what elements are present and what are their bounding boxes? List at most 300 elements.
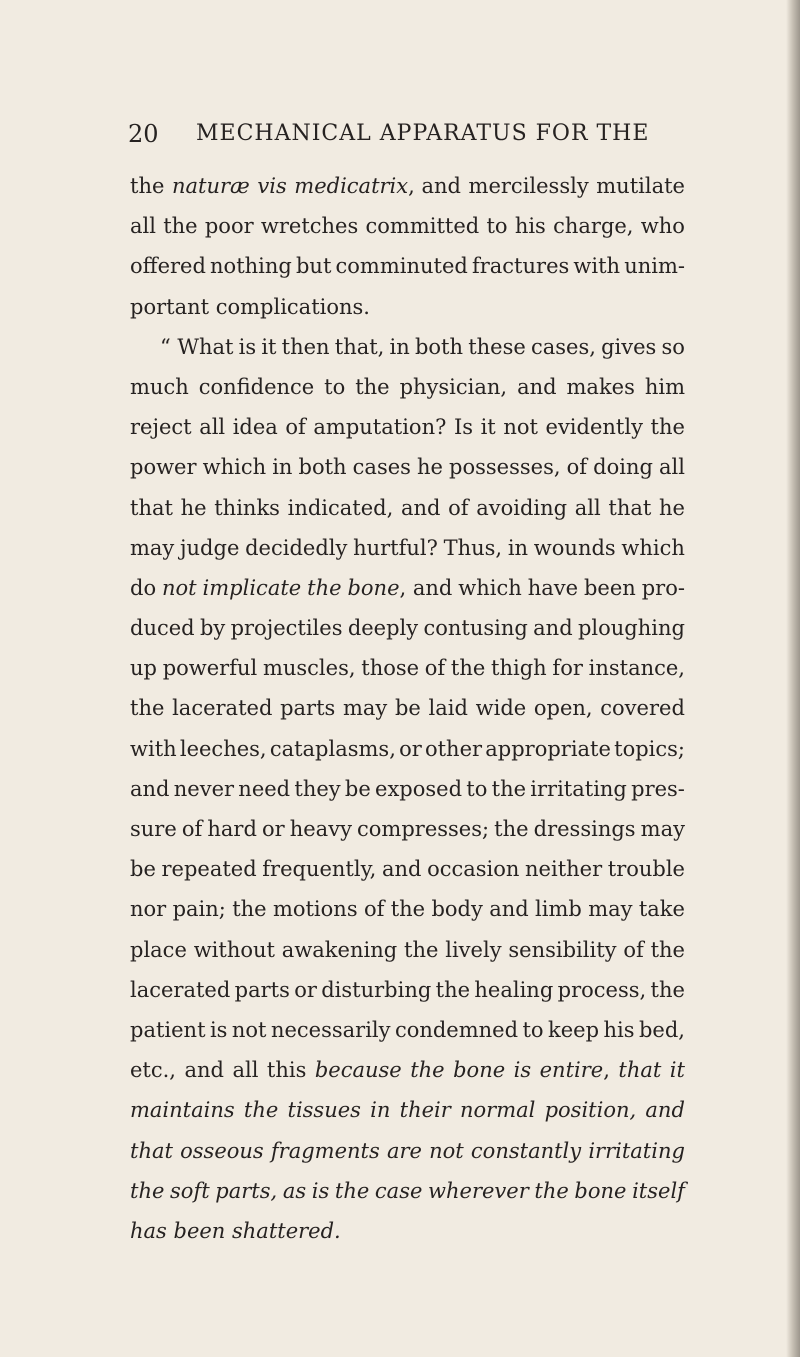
word xyxy=(172,166,250,206)
word-segment: patient xyxy=(130,1017,206,1042)
word-segment: he xyxy=(417,455,443,480)
word xyxy=(375,1171,423,1211)
word xyxy=(180,528,239,568)
word-segment: leeches, xyxy=(179,736,267,761)
word-segment: reject xyxy=(130,415,192,440)
word xyxy=(130,889,166,929)
word-segment: to xyxy=(486,214,508,239)
word-segment: thigh xyxy=(491,656,547,681)
word-segment: amputation? xyxy=(313,415,447,440)
word xyxy=(283,1171,306,1211)
word-segment: bone xyxy=(574,1178,627,1203)
word xyxy=(130,809,177,849)
word xyxy=(296,246,331,286)
word xyxy=(261,206,358,246)
word-segment: these xyxy=(468,334,526,359)
word xyxy=(436,970,470,1010)
word-segment: frequently, xyxy=(262,857,377,882)
word-segment: be xyxy=(130,857,156,882)
word xyxy=(589,648,685,688)
word xyxy=(194,930,275,970)
word-segment: is xyxy=(209,1017,228,1042)
word-segment: topics; xyxy=(614,736,685,761)
word xyxy=(375,769,462,809)
word-segment: vis xyxy=(257,174,287,198)
word xyxy=(659,447,685,487)
word xyxy=(639,889,685,929)
word-segment: power xyxy=(130,455,197,480)
word-segment: disturbing xyxy=(321,977,432,1002)
word xyxy=(641,206,685,246)
word xyxy=(453,1050,505,1090)
word-segment: parts xyxy=(234,977,290,1002)
word-segment: be xyxy=(394,696,421,721)
word-segment: medicatrix xyxy=(294,174,409,198)
running-head: MECHANICAL APPARATUS FOR THE xyxy=(196,121,650,146)
word-segment: all xyxy=(574,495,601,520)
word-segment: and xyxy=(130,776,170,801)
word-segment: the xyxy=(650,415,685,440)
word xyxy=(130,206,156,246)
word-segment: occasion xyxy=(427,857,520,882)
word xyxy=(460,1090,535,1130)
word xyxy=(130,1171,164,1211)
word xyxy=(199,407,225,447)
word-segment: never xyxy=(173,776,235,801)
word-segment: makes xyxy=(566,374,635,399)
word xyxy=(288,1090,361,1130)
word-segment: judge xyxy=(180,535,240,560)
word xyxy=(130,688,164,728)
word-segment: this xyxy=(266,1058,307,1083)
word xyxy=(382,849,422,889)
word-segment: bed, xyxy=(638,1017,685,1042)
word-segment: , xyxy=(603,1058,610,1083)
word-segment: is xyxy=(513,1058,532,1083)
word xyxy=(578,608,685,648)
word xyxy=(215,1171,277,1211)
word-segment: that xyxy=(608,495,652,520)
word-segment: dressings xyxy=(533,817,636,841)
word-segment: bone xyxy=(347,575,400,600)
word xyxy=(130,1090,235,1130)
word-segment: the xyxy=(130,1178,165,1203)
word xyxy=(370,1090,390,1130)
word-segment: powerful xyxy=(162,656,258,681)
word-segment: wounds xyxy=(533,535,616,560)
word-segment: lively xyxy=(445,937,502,962)
word xyxy=(458,568,522,608)
word-segment: of xyxy=(424,656,446,681)
word xyxy=(130,1131,173,1171)
word-segment: it xyxy=(261,334,277,359)
word xyxy=(533,608,573,648)
word xyxy=(423,608,527,648)
text-line xyxy=(130,206,685,246)
word-segment: sensibility xyxy=(508,937,617,962)
word-segment: committed xyxy=(365,214,480,239)
word xyxy=(651,930,685,970)
word-segment: irritating xyxy=(530,776,627,801)
word-segment: cases xyxy=(352,455,411,480)
word xyxy=(199,367,315,407)
word-segment: of xyxy=(363,897,385,922)
word xyxy=(294,769,340,809)
word xyxy=(573,246,620,286)
word-segment: the xyxy=(450,656,486,681)
word xyxy=(540,1050,610,1090)
word-segment: constantly xyxy=(470,1138,582,1163)
word-segment: with xyxy=(573,254,621,279)
word-segment: normal xyxy=(460,1098,536,1123)
word-segment: appropriate xyxy=(485,736,611,761)
word-segment: lacerated xyxy=(172,696,273,721)
word xyxy=(522,1010,543,1050)
word xyxy=(336,246,468,286)
word xyxy=(417,447,443,487)
word-segment: parts xyxy=(280,696,336,721)
word-segment: poor xyxy=(204,214,254,239)
word-segment: , xyxy=(629,1098,637,1123)
word xyxy=(130,367,189,407)
page-edge xyxy=(786,0,800,1357)
word xyxy=(528,568,578,608)
word-segment: instance, xyxy=(588,656,685,681)
word xyxy=(567,447,587,487)
word-segment: because xyxy=(314,1058,402,1083)
text-line xyxy=(130,287,685,327)
word xyxy=(425,729,482,769)
word-segment: the xyxy=(130,696,165,721)
word xyxy=(205,206,254,246)
word-segment: decidedly xyxy=(245,535,348,560)
word-segment: neither xyxy=(525,857,603,882)
word xyxy=(531,327,596,367)
word-segment: to xyxy=(324,374,346,399)
text-line xyxy=(130,367,685,407)
word xyxy=(263,648,356,688)
word-segment: implicate xyxy=(202,575,302,600)
word xyxy=(130,648,157,688)
word xyxy=(415,327,463,367)
word-segment: mutilate xyxy=(596,174,685,198)
word-segment: both xyxy=(298,455,347,480)
word xyxy=(574,1171,626,1211)
word-segment: to xyxy=(522,1017,544,1042)
word xyxy=(445,930,501,970)
word-segment: mercilessly xyxy=(468,174,589,198)
word-segment: hurtful? xyxy=(353,535,438,560)
word xyxy=(508,930,616,970)
word xyxy=(552,648,582,688)
word-segment: or xyxy=(399,736,422,761)
word-segment: maintains xyxy=(130,1098,235,1123)
word xyxy=(130,166,164,206)
word xyxy=(130,407,192,447)
word-segment: are xyxy=(386,1138,422,1163)
word xyxy=(203,447,267,487)
word-segment: much xyxy=(130,374,189,399)
word-segment: charge, xyxy=(553,214,634,239)
word-segment: cases, xyxy=(530,334,596,359)
word xyxy=(203,568,302,608)
word-segment: it xyxy=(669,1058,685,1083)
word-segment: projectiles xyxy=(230,616,343,641)
punctuation: , and xyxy=(399,575,453,600)
word-segment: of xyxy=(181,817,203,841)
word xyxy=(366,206,480,246)
word xyxy=(486,206,507,246)
word xyxy=(207,809,257,849)
word-segment: fractures xyxy=(471,254,570,279)
word xyxy=(399,729,422,769)
word-segment: physician, xyxy=(399,374,508,399)
text-line xyxy=(130,166,685,206)
word xyxy=(491,648,547,688)
word-segment: bone xyxy=(453,1058,506,1083)
word-segment: their xyxy=(399,1098,451,1123)
word xyxy=(182,809,202,849)
word-segment: comminuted xyxy=(335,254,468,279)
word xyxy=(390,327,410,367)
word-segment: the xyxy=(404,937,439,962)
word xyxy=(345,769,371,809)
word xyxy=(469,166,589,206)
word xyxy=(395,1010,518,1050)
word-segment: indicated, xyxy=(287,495,394,520)
word xyxy=(395,688,421,728)
word xyxy=(163,206,197,246)
word-segment: trouble xyxy=(607,857,685,882)
word xyxy=(200,608,225,648)
text-line xyxy=(130,488,685,528)
word xyxy=(130,930,187,970)
text-line xyxy=(130,809,685,849)
word-segment: to xyxy=(466,776,488,801)
word xyxy=(163,648,258,688)
word-segment: Is xyxy=(453,415,474,440)
word xyxy=(294,970,317,1010)
word-segment: is xyxy=(311,1178,330,1203)
word xyxy=(448,488,468,528)
word-segment: possesses, xyxy=(449,455,561,480)
word-segment: has been shattered. xyxy=(130,1218,341,1243)
word-segment: and xyxy=(533,616,573,641)
word-segment: not xyxy=(162,575,197,600)
word xyxy=(180,1131,264,1171)
word xyxy=(534,528,616,568)
word xyxy=(614,729,685,769)
word xyxy=(454,407,473,447)
word xyxy=(476,688,527,728)
word xyxy=(130,729,177,769)
word xyxy=(534,688,593,728)
word-segment: thinks xyxy=(214,495,280,520)
word xyxy=(130,1010,206,1050)
page-number: 20 xyxy=(128,120,159,148)
word-segment: case xyxy=(374,1178,423,1203)
word-segment: the xyxy=(435,977,471,1002)
word-segment: itself xyxy=(632,1178,685,1203)
word xyxy=(624,246,685,286)
word-segment: evidently xyxy=(545,415,643,440)
word xyxy=(428,1171,529,1211)
word-segment: necessarily xyxy=(270,1017,391,1042)
word-segment: the xyxy=(355,374,390,399)
word-segment: he xyxy=(659,495,685,520)
word-segment: he xyxy=(180,495,207,520)
word-segment: awakening xyxy=(281,937,398,962)
word xyxy=(364,889,384,929)
word-segment: the xyxy=(494,817,529,841)
word xyxy=(232,1050,258,1090)
word-segment: the xyxy=(390,897,426,922)
word xyxy=(335,327,385,367)
word xyxy=(534,1171,568,1211)
word-segment: in xyxy=(272,455,293,480)
word-segment: wherever xyxy=(428,1178,529,1203)
word-segment: naturæ xyxy=(171,174,250,198)
word-segment: the xyxy=(130,174,165,198)
word xyxy=(632,1171,685,1211)
word-segment: lacerated xyxy=(130,977,231,1002)
word xyxy=(429,688,468,728)
word xyxy=(444,528,503,568)
text-line xyxy=(130,930,685,970)
word-segment: which xyxy=(458,575,522,600)
word xyxy=(347,568,452,608)
word-segment: idea xyxy=(232,415,278,440)
word xyxy=(214,488,280,528)
word xyxy=(593,447,653,487)
word-segment: motions xyxy=(272,897,358,922)
text-line xyxy=(130,648,685,688)
word xyxy=(313,407,446,447)
word-segment: limb xyxy=(535,897,582,922)
word xyxy=(575,488,601,528)
word xyxy=(494,809,528,849)
word xyxy=(481,407,496,447)
word-segment: the xyxy=(410,1058,445,1083)
word xyxy=(466,769,487,809)
word xyxy=(210,1010,228,1050)
word-segment: parts xyxy=(215,1178,271,1203)
text-line xyxy=(130,1131,685,1171)
word xyxy=(273,889,358,929)
word-segment: unim- xyxy=(624,254,685,279)
word-segment: which xyxy=(621,535,685,560)
word xyxy=(400,1090,451,1130)
word xyxy=(361,648,419,688)
word-segment: condemned xyxy=(394,1017,519,1042)
word-segment: all xyxy=(130,214,156,239)
word-segment: take xyxy=(638,897,685,922)
word xyxy=(280,688,335,728)
word xyxy=(670,1050,685,1090)
text-line xyxy=(130,970,685,1010)
word-segment: repeated xyxy=(161,857,257,882)
word-segment: the xyxy=(232,897,267,922)
word-segment: duced xyxy=(130,616,195,641)
word xyxy=(321,970,431,1010)
text-line xyxy=(130,1171,685,1211)
word-segment: that xyxy=(130,495,173,520)
word-segment: covered xyxy=(600,696,685,721)
word-segment: and xyxy=(400,495,441,520)
word-segment: and xyxy=(489,897,529,922)
word-segment: soft xyxy=(170,1178,210,1203)
word-segment: healing xyxy=(474,977,554,1002)
word-segment: confidence xyxy=(198,374,315,399)
word-segment: exposed xyxy=(375,776,463,801)
word xyxy=(588,889,632,929)
word xyxy=(233,407,278,447)
word xyxy=(545,1090,637,1130)
word xyxy=(515,206,546,246)
word-segment: irritating xyxy=(588,1138,685,1163)
text-line xyxy=(130,327,685,367)
word xyxy=(588,1131,685,1171)
word-segment: and xyxy=(184,1058,224,1083)
word-segment: pain; xyxy=(172,897,226,922)
text-line xyxy=(130,729,685,769)
word-segment: and xyxy=(517,374,557,399)
word xyxy=(245,528,347,568)
word xyxy=(285,407,305,447)
text-line xyxy=(130,769,685,809)
word xyxy=(271,1131,380,1171)
word-segment: may xyxy=(342,696,388,721)
word-segment: who xyxy=(640,214,685,239)
word xyxy=(641,809,685,849)
word-segment: portant complications. xyxy=(130,294,370,319)
word-segment: in xyxy=(370,1098,391,1123)
word-segment: the xyxy=(334,1178,370,1203)
word-segment: deeply xyxy=(347,616,419,641)
word xyxy=(261,327,276,367)
word-segment: need xyxy=(238,776,291,801)
word xyxy=(601,327,656,367)
word xyxy=(270,729,396,769)
text-line xyxy=(130,608,685,648)
word-segment: compresses; xyxy=(357,817,490,841)
word xyxy=(315,1050,402,1090)
word-segment: the xyxy=(491,776,527,801)
word xyxy=(404,930,438,970)
word-segment: the xyxy=(243,1098,279,1123)
word xyxy=(232,889,266,929)
word xyxy=(272,447,292,487)
text-line xyxy=(130,1050,685,1090)
word-segment: his xyxy=(603,1017,635,1042)
word-segment: the xyxy=(650,977,685,1002)
word xyxy=(525,849,602,889)
word-segment: muscles, xyxy=(262,656,356,681)
word xyxy=(235,970,290,1010)
word xyxy=(517,367,557,407)
word-segment: been xyxy=(583,575,636,600)
word xyxy=(348,608,418,648)
body-text xyxy=(130,166,685,1251)
word-segment: him xyxy=(644,374,685,399)
text-line xyxy=(130,1090,685,1130)
word xyxy=(608,849,685,889)
word xyxy=(244,1090,278,1130)
word-segment: in xyxy=(507,535,529,560)
word xyxy=(130,447,197,487)
word xyxy=(174,769,234,809)
word-segment: or xyxy=(261,817,285,841)
